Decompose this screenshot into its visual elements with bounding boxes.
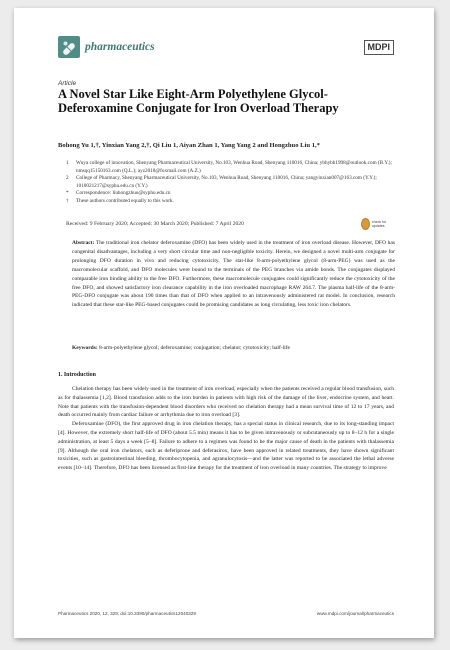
section-heading: 1. Introduction [58,372,96,378]
citation-line: Pharmaceutics 2020, 12, 329; doi:10.3390/pharmaceutics12040329 [58,611,196,616]
affiliation-mark: 2 [66,175,69,182]
mdpi-logo: MDPI [364,40,395,55]
keywords-label: Keywords: [72,345,98,351]
abstract-text: The traditional iron chelator deferoxamine (DFO) has been widely used in the treatment of iron overload disease. However, DFO has congenital disadvantages, including a very short circular time and non-negligible toxicity. Herein, we designed a novel multi-arm conjugate for prolonging DFO duration in vivo and reducing cytotoxicity. The star-like 8-arm-polyethylene glycol (8-arm-PEG) was used as the macromolecular scaffold, and DFO molecules were bound to the terminals of the PEG branches via amide bonds. The conjugates displayed comparable iron binding ability to the free DFO. Furthermore, these macromolecule conjugates could significantly reduce the cytotoxicity of the free DFO, and showed satisfactory iron clearance capability in the iron overloaded macrophage RAW 264.7. The plasma half-life of the 8-arm-PEG-DFO conjugate was about 190 times than that of DFO when applied to an intravenously administered rat model. In conclusion, research indicated that these star-like PEG-based conjugates could be promising candidates as long circulating, less toxic iron chelators. [72,240,395,309]
affiliation-mark: * [66,190,69,197]
journal-header [58,36,155,58]
check-updates-icon [361,218,370,230]
affiliation-text: College of Pharmacy, Shenyang Pharmaceutical University, No.103, Wenhua Road, Shenyang 110016, China; yangyinxian007@163.com (Y.Y.); 1010021217@syphu.edu.cn (Y.Y.) [76,175,377,189]
affiliation-item [66,160,396,175]
article-page [14,8,434,638]
correspondence-text: Correspondence: liuhongzhuo@syphu.edu.cn [76,190,171,197]
article-type: Article [58,80,77,87]
pill-capsule-icon [58,36,80,58]
affiliation-mark: 1 [66,160,69,166]
introduction-body [58,385,394,473]
keywords [72,345,395,351]
paragraph: Deferoxamine (DFO), the first approved drug in iron chelation therapy, has a special status in clinical research, due to its long-standing impact [4]. However, the extremely short half-life of DFO (about 5.5 min) means it has to be given intravenously or subcutaneously up to 8–12 h for a single administration, at least 5 days a week [5–8]. Failure to adhere to a regimen was found to be the major cause of death in the patients with thalassemia [9]. Although the oral iron chelators, such as deferiprone and deferasirox, have been approved in related treatments, they have shown significant toxicities, such as gastrointestinal bleeding, thrombocytopenia, and agranulocytosis—and the latter was reported to be associated the lethal adverse events [10–14]. Therefore, DFO has been licensed as first-line therapy for the treatment of iron overload in many countries. The strategy to improve [58,421,394,472]
equal-contribution-note: These authors contributed equally to this work. [76,197,174,204]
check-updates-label: check for updates [371,220,387,228]
paragraph: Chelation therapy has been widely used in the treatment of iron overload, especially when the patients received a regular blood transfusion, such as for thalassemia [1,2]. Blood transfusion adds to the iron burden in patients with high risk of the damage of the liver, endocrine system, and heart. Note that patients with the transfusion-dependent blood disorders who received no chelation therapy had a mean survival time of 12 to 17 years, and death occurred mainly from cardiac failure or arrhythmia due to iron overload [3]. [58,386,394,419]
affiliation-item [66,198,396,206]
abstract [72,239,395,310]
affiliation-text: Wuya college of innovation, Shenyang Pharmaceutical University, No.103, Wenhua Road, Shenyang 110016, China; ybhybh1998@outlook.com (B.Y.); nmsqq15150163.com (Q.L.); ayz2018@foxmail.com (A.Z.) [76,160,392,174]
article-title: A Novel Star Like Eight-Arm Polyethylene Glycol-Deferoxamine Conjugate for Iron Overload Therapy [58,87,339,115]
affiliations [66,160,396,206]
publication-dates: Received: 9 February 2020; Accepted: 30 March 2020; Published: 7 April 2020 [66,221,244,227]
journal-url[interactable]: www.mdpi.com/journal/pharmaceutics [316,611,394,616]
affiliation-mark: † [66,197,69,204]
journal-name: pharmaceutics [85,41,155,53]
author-list: Bohong Yu 1,†, Yinxian Yang 2,†, Qi Liu 1, Aiyan Zhan 1, Yang Yang 2 and Hongzhuo Liu 1,* [58,142,320,149]
keywords-text: 8-arm-polyethylene glycol; deferoxamine; conjugation; chelator; cytotoxicity; half-life [99,345,290,351]
page-footer [58,611,394,616]
affiliation-item [66,190,396,198]
check-for-updates-badge[interactable] [361,214,391,234]
affiliation-item [66,175,396,190]
abstract-label: Abstract: [72,240,95,246]
